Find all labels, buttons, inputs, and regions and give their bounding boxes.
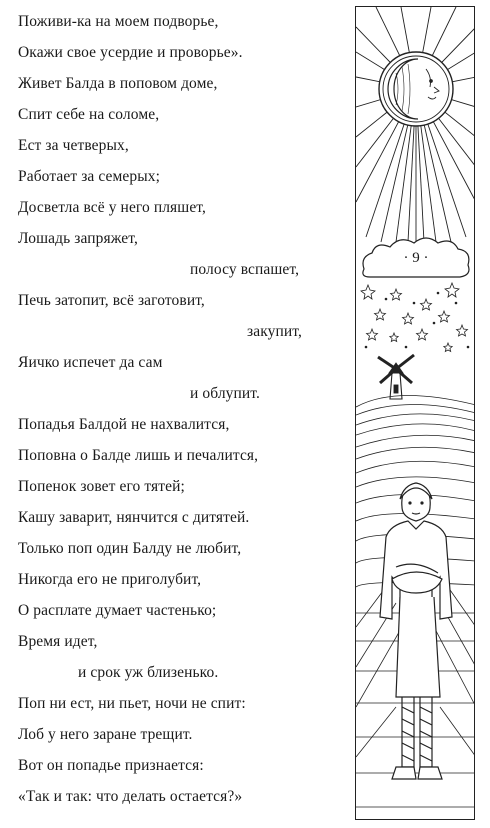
poem-line: Ест за четверых, [18, 137, 129, 154]
poem-line: Поживи-ка на моем подворье, [18, 13, 219, 30]
illustration-panel [355, 6, 475, 820]
windmill-icon [378, 355, 414, 399]
poem-line-indented: и срок уж близенько. [78, 664, 219, 681]
poem-line: Кашу заварит, нянчится с дитятей. [18, 509, 250, 526]
poem-line: Время идет, [18, 633, 98, 650]
poem-line: Поп ни ест, ни пьет, ночи не спит: [18, 695, 246, 712]
poem-line: О расплате думает частенько; [18, 602, 217, 619]
poem-line: Спит себе на соломе, [18, 106, 160, 123]
poem-line: Лошадь запряжет, [18, 230, 138, 247]
poem-line: Поповна о Балде лишь и печалится, [18, 447, 259, 464]
poem-line: Живет Балда в поповом доме, [18, 75, 218, 92]
poem-line-indented: закупит, [247, 323, 302, 340]
poem-line: Печь затопит, всё заготовит, [18, 292, 205, 309]
poem-line: «Так и так: что делать остается?» [18, 788, 243, 805]
poem-line: Попадья Балдой не нахвалится, [18, 416, 230, 433]
poem-line: Вот он попадье признается: [18, 757, 204, 774]
poem-line: Никогда его не приголубит, [18, 571, 202, 588]
poem-line-indented: полосу вспашет, [190, 261, 300, 278]
poem-line: Лоб у него заране трещит. [18, 726, 193, 743]
stars-icon [361, 283, 469, 352]
poem-line-indented: и облупит. [190, 385, 260, 402]
page-number: · 9 · [403, 250, 429, 266]
crescent-moon-icon [379, 52, 453, 126]
poem-line: Досветла всё у него пляшет, [18, 199, 206, 216]
poem-line: Попенок зовет его тятей; [18, 478, 185, 495]
poem-line: Окажи свое усердие и проворье». [18, 44, 243, 61]
poem-line: Яичко испечет да сам [18, 354, 163, 371]
poem-line: Только поп один Балду не любит, [18, 540, 242, 557]
illustration-svg [356, 7, 475, 820]
poem-line: Работает за семерых; [18, 168, 161, 185]
worker-figure [380, 483, 452, 779]
